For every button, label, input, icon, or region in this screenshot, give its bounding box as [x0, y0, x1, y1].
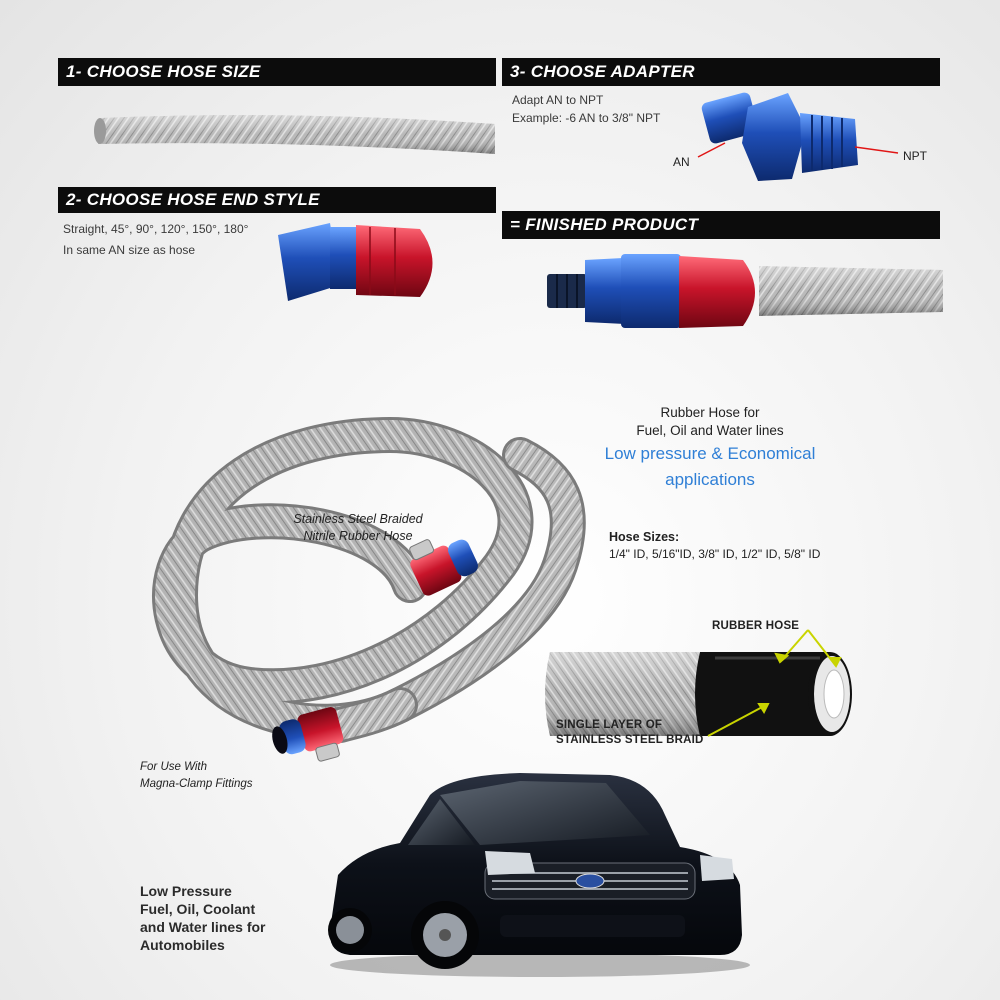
hose-sizes-values: 1/4" ID, 5/16"ID, 3/8" ID, 1/2" ID, 5/8" ID [609, 547, 821, 561]
braid-label-line1: SINGLE LAYER OF [556, 719, 663, 731]
rubber-hose-label: RUBBER HOSE [712, 620, 800, 632]
car-image [320, 755, 760, 985]
info-title-line2: Fuel, Oil and Water lines [636, 423, 784, 438]
braided-hose-callout-line1: Stainless Steel Braided [293, 512, 423, 526]
hose-end-size-note: In same AN size as hose [63, 243, 196, 257]
adapter-desc-line2: Example: -6 AN to 3/8" NPT [512, 111, 661, 125]
hose-size-image [90, 96, 500, 156]
finished-product-header: = FINISHED PRODUCT [502, 211, 940, 239]
braided-hose-callout [268, 511, 448, 545]
finished-product-image [545, 248, 945, 338]
magna-clamp-callout-line2: Magna-Clamp Fittings [140, 778, 253, 790]
step2-header: 2- CHOOSE HOSE END STYLE [58, 187, 496, 213]
adapter-desc-line1: Adapt AN to NPT [512, 93, 604, 107]
hose-end-fitting-image [270, 215, 455, 310]
braid-label [556, 718, 704, 748]
automotive-note-line3: and Water lines for [140, 919, 266, 935]
braided-hose-callout-line2: Nitrile Rubber Hose [303, 529, 413, 543]
coiled-hose-image [140, 415, 600, 795]
automotive-note [140, 882, 266, 954]
magna-clamp-callout [140, 759, 300, 793]
magna-clamp-callout-line1: For Use With [140, 761, 207, 773]
automotive-note-line4: Automobiles [140, 937, 225, 953]
adapter-an-label: AN [673, 155, 690, 169]
info-subtitle-line1: Low pressure & Economical [604, 444, 816, 463]
hose-sizes-title: Hose Sizes: [609, 530, 680, 544]
adapter-image [670, 85, 870, 195]
step1-header: 1- CHOOSE HOSE SIZE [58, 58, 496, 86]
adapter-npt-label: NPT [903, 149, 927, 163]
automotive-note-line2: Fuel, Oil, Coolant [140, 901, 256, 917]
info-subtitle-line2: applications [665, 470, 755, 489]
hose-end-angles: Straight, 45°, 90°, 120°, 150°, 180° [63, 222, 249, 236]
info-title-line1: Rubber Hose for [660, 405, 760, 420]
braid-label-line2: STAINLESS STEEL BRAID [556, 734, 704, 746]
step3-header: 3- CHOOSE ADAPTER [502, 58, 940, 86]
automotive-note-line1: Low Pressure [140, 883, 232, 899]
